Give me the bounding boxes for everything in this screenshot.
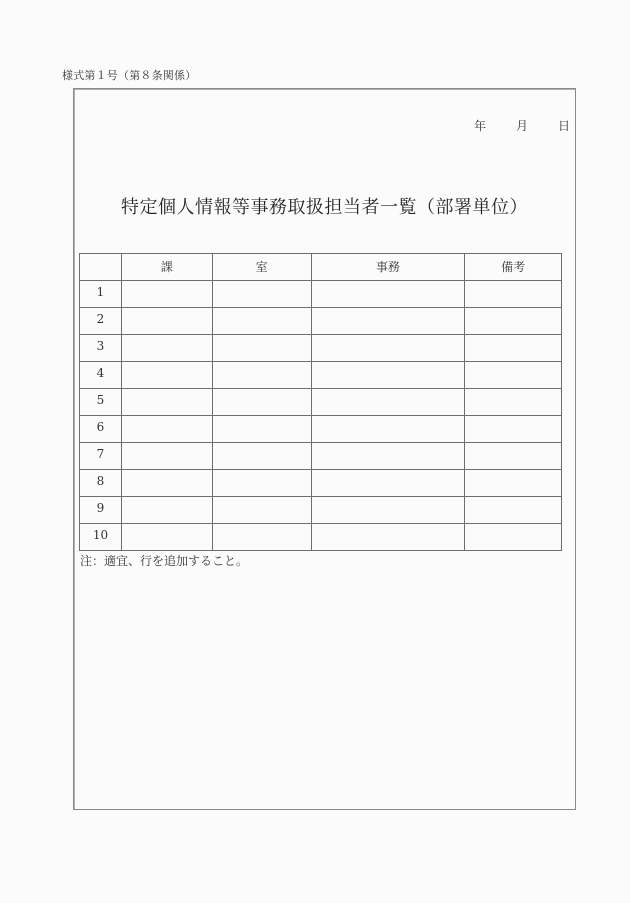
- cell-remarks[interactable]: [465, 524, 562, 551]
- cell-section[interactable]: [121, 470, 212, 497]
- header-remarks: 備考: [465, 254, 562, 281]
- cell-section[interactable]: [121, 362, 212, 389]
- cell-office[interactable]: [212, 470, 311, 497]
- date-day-label: 日: [558, 119, 571, 133]
- document-title: 特定個人情報等事務取扱担当者一覧（部署単位）: [121, 197, 528, 218]
- header-section: 課: [121, 254, 212, 281]
- table-row: [80, 281, 562, 308]
- cell-remarks[interactable]: [465, 281, 562, 308]
- table-row: [80, 416, 562, 443]
- cell-remarks[interactable]: [465, 470, 562, 497]
- cell-office[interactable]: [212, 362, 311, 389]
- row-number: 3: [80, 335, 122, 362]
- cell-section[interactable]: [121, 389, 212, 416]
- cell-section[interactable]: [121, 524, 212, 551]
- row-number: 9: [80, 497, 122, 524]
- cell-affairs[interactable]: [311, 470, 465, 497]
- table-header-row: [80, 254, 562, 281]
- cell-section[interactable]: [121, 497, 212, 524]
- cell-section[interactable]: [121, 443, 212, 470]
- row-number: 2: [80, 308, 122, 335]
- table-row: [80, 443, 562, 470]
- cell-section[interactable]: [121, 416, 212, 443]
- cell-office[interactable]: [212, 416, 311, 443]
- cell-affairs[interactable]: [311, 362, 465, 389]
- row-number: 8: [80, 470, 122, 497]
- cell-remarks[interactable]: [465, 362, 562, 389]
- cell-affairs[interactable]: [311, 497, 465, 524]
- cell-office[interactable]: [212, 335, 311, 362]
- cell-affairs[interactable]: [311, 443, 465, 470]
- cell-affairs[interactable]: [311, 416, 465, 443]
- table-row: [80, 389, 562, 416]
- cell-section[interactable]: [121, 308, 212, 335]
- row-number: 10: [80, 524, 122, 551]
- cell-affairs[interactable]: [311, 524, 465, 551]
- header-office: 室: [212, 254, 311, 281]
- cell-section[interactable]: [121, 335, 212, 362]
- row-number: 1: [80, 281, 122, 308]
- cell-office[interactable]: [212, 497, 311, 524]
- cell-remarks[interactable]: [465, 389, 562, 416]
- header-affairs: 事務: [311, 254, 465, 281]
- table-row: [80, 497, 562, 524]
- cell-affairs[interactable]: [311, 281, 465, 308]
- cell-affairs[interactable]: [311, 335, 465, 362]
- cell-office[interactable]: [212, 443, 311, 470]
- table-row: [80, 470, 562, 497]
- cell-office[interactable]: [212, 308, 311, 335]
- footnote: 注：適宜、行を追加すること。: [80, 554, 249, 568]
- table-row: [80, 362, 562, 389]
- table-row: [80, 524, 562, 551]
- cell-remarks[interactable]: [465, 416, 562, 443]
- cell-office[interactable]: [212, 281, 311, 308]
- row-number: 4: [80, 362, 122, 389]
- table-row: [80, 335, 562, 362]
- staff-roster-table: [79, 253, 562, 551]
- cell-section[interactable]: [121, 281, 212, 308]
- cell-remarks[interactable]: [465, 335, 562, 362]
- cell-office[interactable]: [212, 524, 311, 551]
- cell-affairs[interactable]: [311, 389, 465, 416]
- row-number: 5: [80, 389, 122, 416]
- date-year-label: 年: [474, 119, 487, 133]
- header-number: [80, 254, 122, 281]
- date-month-label: 月: [516, 119, 529, 133]
- table-row: [80, 308, 562, 335]
- form-number-label: 様式第１号（第８条関係）: [62, 69, 197, 82]
- row-number: 6: [80, 416, 122, 443]
- cell-remarks[interactable]: [465, 497, 562, 524]
- cell-affairs[interactable]: [311, 308, 465, 335]
- row-number: 7: [80, 443, 122, 470]
- cell-remarks[interactable]: [465, 308, 562, 335]
- cell-remarks[interactable]: [465, 443, 562, 470]
- cell-office[interactable]: [212, 389, 311, 416]
